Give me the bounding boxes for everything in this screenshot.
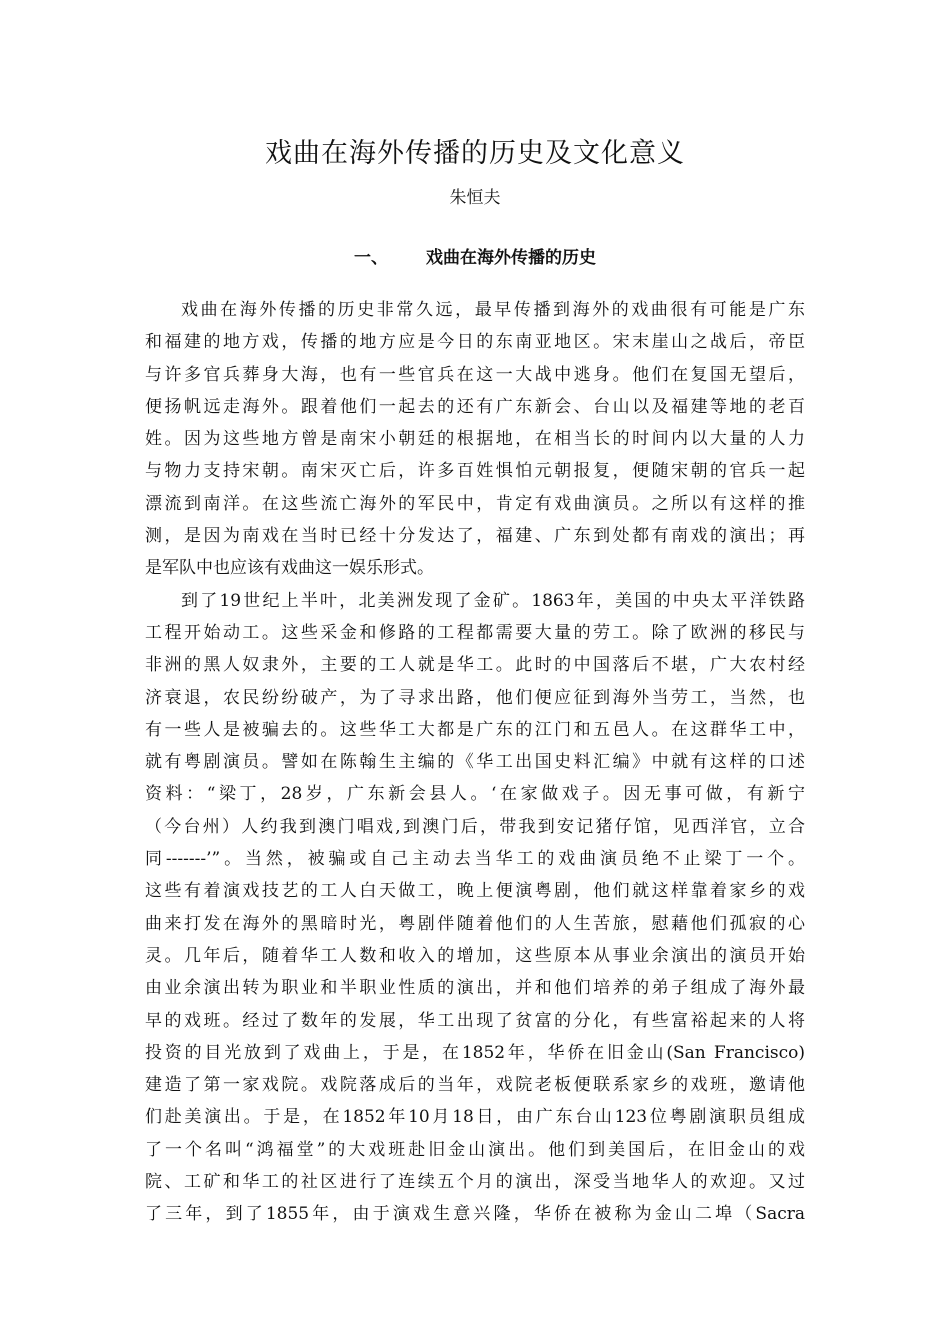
text-line: 早的戏班。经过了数年的发展，华工出现了贫富的分化，有些富裕起来的人将 (145, 1010, 805, 1031)
text-line: 就有粤剧演员。譬如在陈翰生主编的《华工出国史料汇编》中就有这样的口述 (145, 752, 805, 773)
text-line: 戏曲在海外传播的历史非常久远，最早传播到海外的戏曲很有可能是广东 (181, 300, 805, 320)
text-line: 由业余演出转为职业和半职业性质的演出，并和他们培养的弟子组成了海外最 (145, 978, 805, 999)
text-line: 漂流到南洋。在这些流亡海外的军民中，肯定有戏曲演员。之所以有这样的推 (145, 493, 805, 514)
text-line: 济衰退，农民纷纷破产，为了寻求出路，他们便应征到海外当劳工，当然，也 (145, 687, 805, 708)
text-line: 到了19世纪上半叶，北美洲发现了金矿。1863年，美国的中央太平洋铁路 (181, 590, 805, 611)
section-heading (0, 243, 950, 268)
text-line: 投资的目光放到了戏曲上，于是，在1852年，华侨在旧金山(San Francisco) (145, 1042, 805, 1063)
text-line: （今台州）人约我到澳门唱戏,到澳门后，带我到安记猪仔馆，见西洋官，立合 (145, 816, 805, 837)
body-text (145, 294, 805, 1231)
text-line: 非洲的黑人奴隶外，主要的工人就是华工。此时的中国落后不堪，广大农村经 (145, 655, 805, 676)
text-line: 资料：“梁丁，28岁，广东新会县人。‘在家做戏子。因无事可做，有新宁 (145, 784, 805, 805)
text-line: 姓。因为这些地方曾是南宋小朝廷的根据地，在相当长的时间内以大量的人力 (145, 429, 805, 450)
text-line: 工程开始动工。这些采金和修路的工程都需要大量的劳工。除了欧洲的移民与 (145, 622, 805, 643)
text-line: 建造了第一家戏院。戏院落成后的当年，戏院老板便联系家乡的戏班，邀请他 (145, 1075, 805, 1096)
text-line: 是军队中也应该有戏曲这一娱乐形式。 (145, 558, 434, 579)
text-line: 有一些人是被骗去的。这些华工大都是广东的江门和五邑人。在这群华工中， (145, 719, 805, 740)
text-line: 同-------’”。当然，被骗或自己主动去当华工的戏曲演员绝不止梁丁一个。 (145, 849, 805, 870)
author-name: 朱恒夫 (449, 188, 501, 208)
section-title: 戏曲在海外传播的历史 (426, 248, 596, 268)
text-line: 院、工矿和华工的社区进行了连续五个月的演出，深受当地华人的欢迎。又过 (145, 1172, 805, 1193)
text-line: 便扬帆远走海外。跟着他们一起去的还有广东新会、台山以及福建等地的老百 (145, 396, 805, 417)
text-line: 了一个名叫“鸿福堂”的大戏班赴旧金山演出。他们到美国后，在旧金山的戏 (145, 1139, 805, 1160)
document-title: 戏曲在海外传播的历史及文化意义 (265, 138, 685, 169)
text-line: 这些有着演戏技艺的工人白天做工，晚上便演粤剧，他们就这样靠着家乡的戏 (145, 881, 805, 902)
text-line: 测，是因为南戏在当时已经十分发达了，福建、广东到处都有南戏的演出；再 (145, 526, 805, 547)
text-line: 们赴美演出。于是，在1852年10月18日，由广东台山123位粤剧演职员组成 (145, 1107, 805, 1128)
text-line: 与许多官兵葬身大海，也有一些官兵在这一大战中逃身。他们在复国无望后， (145, 364, 805, 385)
text-line: 与物力支持宋朝。南宋灭亡后，许多百姓惧怕元朝报复，便随宋朝的官兵一起 (145, 461, 805, 482)
text-line: 曲来打发在海外的黑暗时光，粤剧伴随着他们的人生苦旅，慰藉他们孤寂的心 (145, 913, 805, 934)
section-number: 一、 (354, 248, 388, 268)
text-line: 灵。几年后，随着华工人数和收入的增加，这些原本从事业余演出的演员开始 (145, 945, 805, 966)
text-line: 了三年，到了1855年，由于演戏生意兴隆，华侨在被称为金山二埠（Sacra (145, 1204, 805, 1225)
text-line: 和福建的地方戏，传播的地方应是今日的东南亚地区。宋末崖山之战后，帝臣 (145, 332, 805, 353)
